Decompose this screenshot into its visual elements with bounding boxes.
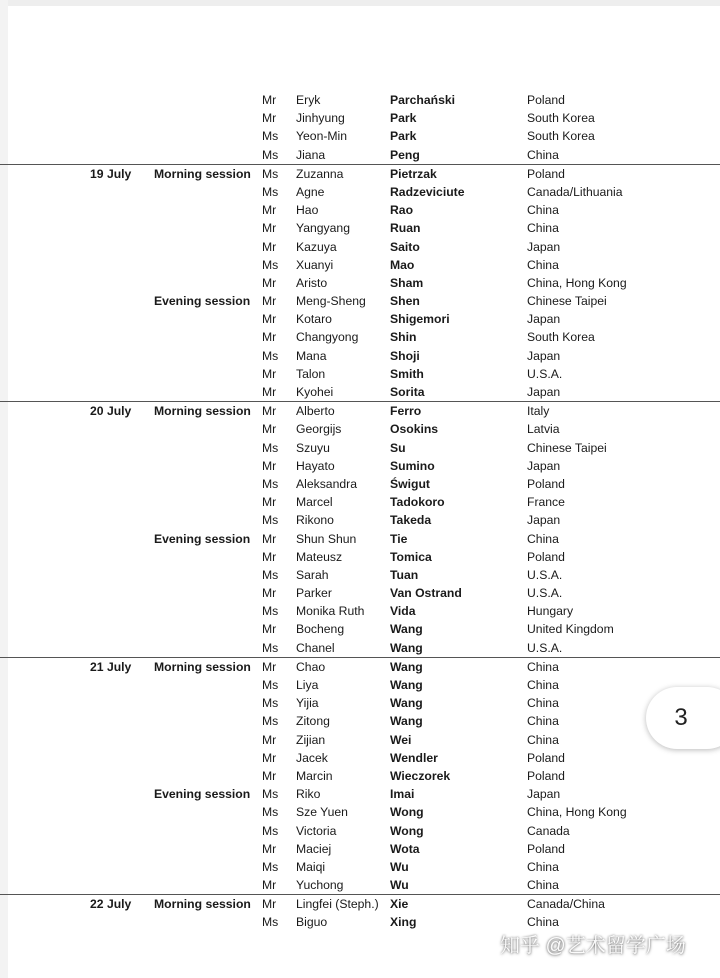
date-cell: 21 July — [90, 659, 132, 674]
country-cell: Poland — [527, 841, 565, 856]
last-name-cell: Vida — [390, 604, 416, 619]
country-cell: Japan — [527, 513, 561, 528]
title-cell: Ms — [262, 129, 279, 144]
session-cell: Evening session — [154, 294, 251, 309]
title-cell: Ms — [262, 476, 279, 491]
country-cell: South Korea — [527, 111, 595, 126]
title-cell: Mr — [262, 385, 277, 399]
date-cell: 20 July — [90, 404, 132, 419]
table-row — [0, 109, 720, 127]
table-row — [0, 401, 720, 420]
first-name-cell: Marcin — [296, 768, 333, 783]
session-cell: Morning session — [154, 659, 251, 674]
title-cell: Mr — [262, 897, 277, 912]
last-name-cell: Tadokoro — [390, 495, 445, 510]
title-cell: Mr — [262, 586, 277, 601]
title-cell: Mr — [262, 622, 277, 637]
last-name-cell: Mao — [390, 257, 415, 272]
first-name-cell: Aleksandra — [296, 476, 357, 491]
country-cell: China — [527, 257, 559, 272]
title-cell: Ms — [262, 257, 279, 272]
last-name-cell: Van Ostrand — [390, 586, 462, 601]
title-cell: Ms — [262, 147, 279, 162]
last-name-cell: Shin — [390, 330, 417, 345]
table-row — [0, 858, 720, 876]
country-cell: South Korea — [527, 129, 595, 144]
country-cell: Poland — [527, 93, 565, 107]
table-row — [0, 457, 720, 475]
page-top-edge — [0, 0, 720, 6]
country-cell: China, Hong Kong — [527, 275, 627, 290]
first-name-cell: Alberto — [296, 404, 335, 419]
table-row — [0, 164, 720, 183]
last-name-cell: Tuan — [390, 567, 419, 582]
country-cell: France — [527, 495, 565, 510]
last-name-cell: Wang — [390, 659, 423, 674]
title-cell: Mr — [262, 878, 277, 893]
title-cell: Ms — [262, 440, 279, 455]
first-name-cell: Kazuya — [296, 239, 337, 254]
table-row — [0, 749, 720, 767]
first-name-cell: Sze Yuen — [296, 805, 348, 820]
date-cell: 22 July — [90, 897, 132, 912]
last-name-cell: Shen — [390, 294, 420, 309]
last-name-cell: Wu — [390, 859, 409, 874]
last-name-cell: Rao — [390, 203, 414, 218]
first-name-cell: Yijia — [296, 696, 319, 711]
first-name-cell: Mateusz — [296, 549, 343, 564]
first-name-cell: Marcel — [296, 495, 333, 510]
first-name-cell: Chanel — [296, 640, 335, 655]
first-name-cell: Zitong — [296, 714, 330, 729]
last-name-cell: Wieczorek — [390, 768, 451, 783]
country-cell: U.S.A. — [527, 586, 563, 601]
first-name-cell: Zuzanna — [296, 166, 344, 181]
title-cell: Mr — [262, 659, 277, 674]
session-cell: Morning session — [154, 166, 251, 181]
table-row — [0, 620, 720, 638]
country-cell: China — [527, 878, 559, 893]
title-cell: Mr — [262, 275, 277, 290]
table-row — [0, 439, 720, 457]
first-name-cell: Agne — [296, 184, 325, 199]
last-name-cell: Wu — [390, 878, 409, 893]
country-cell: Japan — [527, 239, 561, 254]
title-cell: Mr — [262, 312, 277, 327]
title-cell: Ms — [262, 166, 279, 181]
page-number-badge[interactable] — [646, 687, 720, 749]
table-row — [0, 530, 720, 548]
country-cell: China — [527, 678, 559, 692]
table-row — [0, 292, 720, 310]
watermark-text: 知乎 @艺术留学广场 — [500, 935, 686, 957]
last-name-cell: Sumino — [390, 458, 435, 473]
first-name-cell: Eryk — [296, 93, 321, 107]
last-name-cell: Su — [390, 440, 406, 455]
last-name-cell: Ferro — [390, 404, 422, 419]
first-name-cell: Meng-Sheng — [296, 294, 366, 309]
first-name-cell: Jacek — [296, 750, 328, 765]
title-cell: Ms — [262, 640, 279, 655]
last-name-cell: Ruan — [390, 221, 421, 236]
last-name-cell: Wendler — [390, 750, 438, 765]
table-row — [0, 767, 720, 785]
title-cell: Ms — [262, 184, 279, 199]
country-cell: Canada/China — [527, 897, 605, 912]
country-cell: Japan — [527, 312, 561, 327]
table-row — [0, 183, 720, 201]
country-cell: Japan — [527, 787, 561, 802]
country-cell: China — [527, 147, 559, 162]
table-row — [0, 511, 720, 529]
title-cell: Ms — [262, 823, 279, 838]
title-cell: Ms — [262, 915, 279, 930]
country-cell: Italy — [527, 404, 550, 419]
first-name-cell: Hao — [296, 203, 319, 218]
last-name-cell: Tie — [390, 531, 408, 546]
last-name-cell: Saito — [390, 239, 420, 254]
country-cell: U.S.A. — [527, 366, 563, 381]
country-cell: Poland — [527, 549, 565, 564]
last-name-cell: Xing — [390, 915, 417, 930]
last-name-cell: Peng — [390, 147, 420, 162]
first-name-cell: Sarah — [296, 567, 329, 582]
table-row — [0, 876, 720, 894]
title-cell: Ms — [262, 787, 279, 802]
table-row — [0, 785, 720, 803]
table-row — [0, 347, 720, 365]
table-row — [0, 548, 720, 566]
country-cell: Canada — [527, 823, 570, 838]
country-cell: Japan — [527, 348, 561, 363]
first-name-cell: Biguo — [296, 915, 328, 930]
last-name-cell: Wang — [390, 696, 423, 711]
country-cell: Hungary — [527, 604, 574, 619]
title-cell: Mr — [262, 422, 277, 437]
title-cell: Mr — [262, 239, 277, 254]
last-name-cell: Imai — [390, 787, 415, 802]
table-row — [0, 238, 720, 256]
title-cell: Ms — [262, 678, 279, 692]
title-cell: Mr — [262, 111, 277, 126]
title-cell: Mr — [262, 404, 277, 419]
table-row — [0, 310, 720, 328]
session-cell: Morning session — [154, 897, 251, 912]
title-cell: Mr — [262, 841, 277, 856]
last-name-cell: Wota — [390, 841, 420, 856]
title-cell: Ms — [262, 567, 279, 582]
first-name-cell: Lingfei (Steph.) — [296, 897, 379, 912]
country-cell: China, Hong Kong — [527, 805, 627, 820]
title-cell: Ms — [262, 348, 279, 363]
table-row — [0, 146, 720, 164]
title-cell: Ms — [262, 513, 279, 528]
last-name-cell: Xie — [390, 897, 409, 912]
last-name-cell: Shigemori — [390, 312, 450, 327]
title-cell: Ms — [262, 859, 279, 874]
table-row — [0, 712, 720, 730]
country-cell: Chinese Taipei — [527, 440, 607, 455]
title-cell: Mr — [262, 294, 277, 309]
country-cell: Poland — [527, 476, 565, 491]
title-cell: Mr — [262, 330, 277, 345]
table-row — [0, 566, 720, 584]
schedule-table — [0, 91, 720, 932]
first-name-cell: Parker — [296, 586, 332, 601]
first-name-cell: Rikono — [296, 513, 334, 528]
session-cell: Evening session — [154, 531, 251, 546]
first-name-cell: Maciej — [296, 841, 332, 856]
table-row — [0, 840, 720, 858]
table-row — [0, 639, 720, 657]
first-name-cell: Mana — [296, 348, 327, 363]
last-name-cell: Osokins — [390, 422, 439, 437]
first-name-cell: Hayato — [296, 458, 335, 473]
last-name-cell: Świgut — [390, 476, 430, 491]
last-name-cell: Sham — [390, 275, 424, 290]
last-name-cell: Wang — [390, 640, 423, 655]
table-row — [0, 493, 720, 511]
country-cell: Japan — [527, 385, 561, 399]
country-cell: South Korea — [527, 330, 595, 345]
table-row — [0, 676, 720, 694]
first-name-cell: Maiqi — [296, 859, 326, 874]
last-name-cell: Takeda — [390, 513, 432, 528]
last-name-cell: Wang — [390, 714, 423, 729]
table-row — [0, 256, 720, 274]
country-cell: U.S.A. — [527, 567, 563, 582]
table-row — [0, 657, 720, 676]
title-cell: Mr — [262, 750, 277, 765]
table-row — [0, 475, 720, 493]
title-cell: Mr — [262, 495, 277, 510]
country-cell: United Kingdom — [527, 622, 614, 637]
country-cell: China — [527, 696, 559, 711]
first-name-cell: Xuanyi — [296, 257, 334, 272]
table-row — [0, 274, 720, 292]
country-cell: Canada/Lithuania — [527, 184, 623, 199]
country-cell: China — [527, 732, 559, 747]
first-name-cell: Szuyu — [296, 440, 330, 455]
first-name-cell: Zijian — [296, 732, 326, 747]
table-row — [0, 822, 720, 840]
last-name-cell: Park — [390, 129, 417, 144]
country-cell: China — [527, 714, 559, 729]
country-cell: China — [527, 531, 559, 546]
title-cell: Ms — [262, 604, 279, 619]
title-cell: Ms — [262, 714, 279, 729]
title-cell: Mr — [262, 458, 277, 473]
session-cell: Morning session — [154, 404, 251, 419]
country-cell: Poland — [527, 166, 565, 181]
first-name-cell: Liya — [296, 678, 319, 692]
last-name-cell: Wang — [390, 622, 423, 637]
last-name-cell: Park — [390, 111, 417, 126]
country-cell: Latvia — [527, 422, 560, 437]
title-cell: Mr — [262, 93, 277, 107]
page-number: 3 — [674, 704, 688, 731]
title-cell: Mr — [262, 732, 277, 747]
table-row — [0, 328, 720, 346]
first-name-cell: Changyong — [296, 330, 359, 345]
last-name-cell: Parchański — [390, 93, 456, 107]
first-name-cell: Georgijs — [296, 422, 342, 437]
title-cell: Mr — [262, 221, 277, 236]
title-cell: Mr — [262, 203, 277, 218]
first-name-cell: Chao — [296, 659, 326, 674]
country-cell: Poland — [527, 768, 565, 783]
last-name-cell: Tomica — [390, 549, 432, 564]
country-cell: Japan — [527, 458, 561, 473]
last-name-cell: Sorita — [390, 385, 425, 399]
table-row — [0, 91, 720, 109]
table-row — [0, 602, 720, 620]
table-row — [0, 803, 720, 821]
country-cell: China — [527, 659, 559, 674]
title-cell: Mr — [262, 549, 277, 564]
country-cell: China — [527, 859, 559, 874]
title-cell: Mr — [262, 366, 277, 381]
title-cell: Ms — [262, 805, 279, 820]
table-row — [0, 584, 720, 602]
table-row — [0, 420, 720, 438]
table-row — [0, 694, 720, 712]
first-name-cell: Riko — [296, 787, 321, 802]
date-cell: 19 July — [90, 166, 132, 181]
first-name-cell: Jinhyung — [296, 111, 345, 126]
country-cell: China — [527, 915, 559, 930]
country-cell: China — [527, 203, 559, 218]
title-cell: Mr — [262, 531, 277, 546]
country-cell: Chinese Taipei — [527, 294, 607, 309]
first-name-cell: Shun Shun — [296, 531, 357, 546]
first-name-cell: Kotaro — [296, 312, 332, 327]
last-name-cell: Smith — [390, 366, 424, 381]
table-row — [0, 127, 720, 145]
last-name-cell: Pietrzak — [390, 166, 437, 181]
table-row — [0, 894, 720, 913]
table-row — [0, 731, 720, 749]
country-cell: U.S.A. — [527, 640, 563, 655]
first-name-cell: Talon — [296, 366, 326, 381]
first-name-cell: Monika Ruth — [296, 604, 365, 619]
first-name-cell: Yeon-Min — [296, 129, 348, 144]
first-name-cell: Jiana — [296, 147, 326, 162]
last-name-cell: Radzeviciute — [390, 184, 465, 199]
table-row — [0, 365, 720, 383]
title-cell: Ms — [262, 696, 279, 711]
country-cell: Poland — [527, 750, 565, 765]
country-cell: China — [527, 221, 559, 236]
title-cell: Mr — [262, 768, 277, 783]
first-name-cell: Aristo — [296, 275, 328, 290]
table-row — [0, 201, 720, 219]
last-name-cell: Shoji — [390, 348, 420, 363]
first-name-cell: Yangyang — [296, 221, 350, 236]
last-name-cell: Wang — [390, 678, 423, 692]
first-name-cell: Victoria — [296, 823, 337, 838]
last-name-cell: Wong — [390, 805, 424, 820]
last-name-cell: Wei — [390, 732, 412, 747]
table-row — [0, 219, 720, 237]
first-name-cell: Yuchong — [296, 878, 344, 893]
table-row — [0, 383, 720, 401]
first-name-cell: Kyohei — [296, 385, 334, 399]
session-cell: Evening session — [154, 787, 251, 802]
last-name-cell: Wong — [390, 823, 424, 838]
first-name-cell: Bocheng — [296, 622, 345, 637]
